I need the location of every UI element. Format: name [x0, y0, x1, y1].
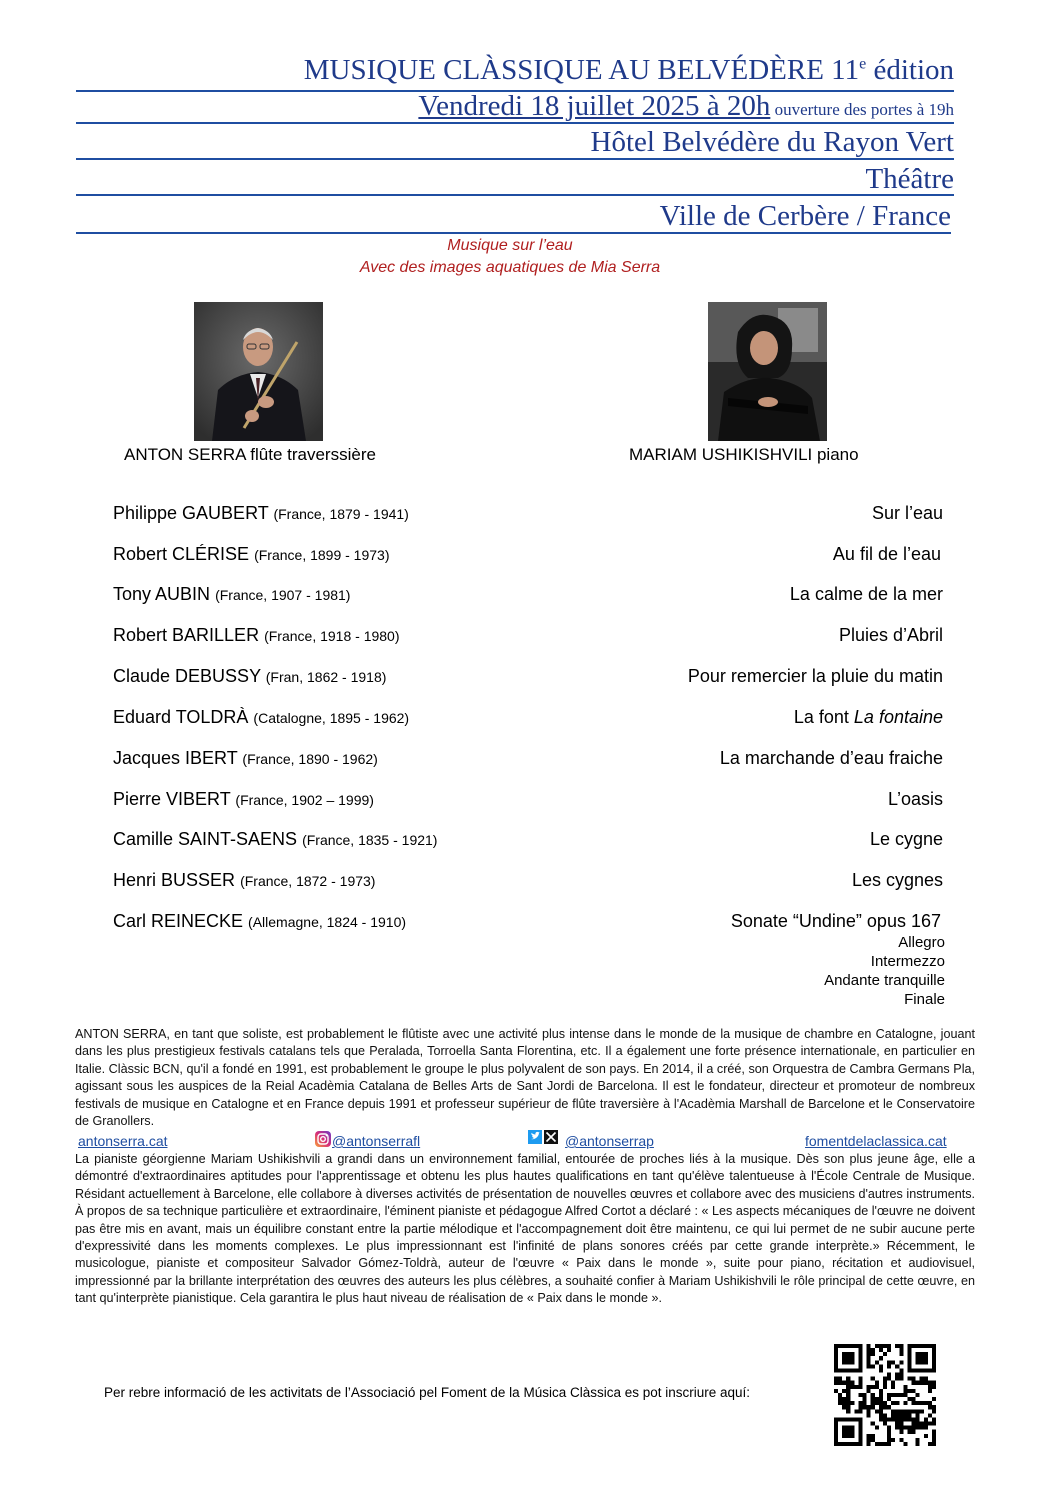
header-venue-text: Hôtel Belvédère du Rayon Vert	[590, 126, 954, 158]
work-title: La font La fontaine	[793, 707, 943, 727]
movement-item: Finale	[904, 991, 945, 1008]
movement-item: Andante tranquille	[824, 972, 945, 989]
work-title: Au fil de l’eau	[832, 544, 941, 564]
work-title: L’oasis	[887, 789, 943, 809]
composer-name: Pierre VIBERT (France, 1902 – 1999)	[113, 789, 374, 809]
work-title: Le cygne	[869, 829, 943, 849]
movement-item: Allegro	[898, 934, 945, 951]
header-date-main: Vendredi 18 juillet 2025 à 20h	[418, 90, 771, 122]
website-link[interactable]: antonserra.cat	[78, 1133, 168, 1149]
composer-name: Carl REINECKE (Allemagne, 1824 - 1910)	[113, 911, 407, 931]
program-row	[113, 666, 943, 690]
work-title: Sonate “Undine” opus 167	[730, 911, 941, 931]
composer-name: Henri BUSSER (France, 1872 - 1973)	[113, 870, 376, 890]
composer-name: Tony AUBIN (France, 1907 - 1981)	[113, 584, 351, 604]
program-row	[113, 789, 943, 813]
bio-anton: ANTON SERRA, en tant que soliste, est probablement le flûtiste avec une activité plus intense dans le monde de la musique de chambre en Catalogne, jouant dans les plus prestigieux festivals catalans tels que Peralada, Torroella Santa Florentina, etc. Il a également une forte présence internationale, en particulier en Italie. Clàssic BCN, qu'il a fondé en 1991, est probablement le groupe le plus polyvalent de son pays. En 2014, il a créé, son Orquestra de Cambra Germans Pla, agissant sous les auspices de la Reial Acadèmia Catalana de Belles Arts de Sant Jordi de Barcelona. Il est le fondateur, directeur et promoteur de nombreux festivals de musique en Catalogne et en France depuis 1991 et professeur supérieur de flûte traversière à l'Acadèmia Marshall de Barcelone et le Conservatoire de Granollers.	[75, 1027, 975, 1129]
program-row	[113, 544, 943, 568]
program-row	[113, 707, 943, 731]
work-title: Pluies d’Abril	[838, 625, 943, 645]
footer-note: Per rebre informació de les activitats de l’Associació pel Foment de la Música Clàssica es pot inscriure aquí:	[104, 1385, 751, 1400]
work-title: Pour remercier la pluie du matin	[687, 666, 943, 686]
work-title: La marchande d’eau fraiche	[719, 748, 943, 768]
composer-name: Philippe GAUBERT (France, 1879 - 1941)	[113, 503, 409, 523]
work-title: Sur l’eau	[871, 503, 943, 523]
header-title-tail: édition	[866, 54, 954, 86]
composer-name: Eduard TOLDRÀ (Catalogne, 1895 - 1962)	[113, 707, 410, 727]
program-row	[113, 584, 943, 608]
header-title	[76, 56, 954, 92]
foment-link[interactable]: fomentdelaclassica.cat	[805, 1133, 947, 1149]
subtitle-line1: Musique sur l’eau	[447, 237, 573, 254]
movement-item: Intermezzo	[870, 953, 945, 970]
program-row	[113, 911, 943, 935]
header-title-sup: e	[859, 55, 867, 73]
subtitle-line2: Avec des images aquatiques de Mia Serra	[359, 259, 661, 276]
header-theatre-text: Théâtre	[865, 163, 954, 195]
composer-name: Robert CLÉRISE (France, 1899 - 1973)	[113, 544, 390, 564]
instagram-link[interactable]: @antonserrafl	[332, 1133, 421, 1149]
composer-name: Jacques IBERT (France, 1890 - 1962)	[113, 748, 378, 768]
twitter-x-icon[interactable]	[528, 1130, 558, 1147]
header-venue	[76, 128, 954, 160]
pianist-portrait-icon	[708, 302, 827, 441]
work-title: La calme de la mer	[789, 584, 943, 604]
header-city-text: Ville de Cerbère / France	[659, 200, 951, 232]
program-row	[113, 625, 943, 649]
social-links	[75, 1133, 975, 1153]
program-row	[113, 503, 943, 527]
bio-mariam: La pianiste géorgienne Mariam Ushikishvili a grandi dans un environnement familial, entourée de proches liés à la musique. Dès son plus jeune âge, elle a démontré d'extraordinaires aptitudes pour l'apprentissage et obtenu les plus hautes qualifications en tant qu'élève talentueuse à l'École Centrale de Musique. Résidant actuellement à Barcelone, elle collabore à diverses activités de présentation de nouvelles œuvres et collabore avec des musiciens d'autres instruments. À propos de sa technique particulière et extraordinaire, l'éminent pianiste et pédagogue Alfred Cortot a déclaré : « Les aspects mécaniques de l'œuvre ne doivent pas être mis en avant, mais un équilibre constant entre la partie mélodique et l'accompagnement doit être maintenu, ce qui lui permet de ne subir aucune perte d'expressivité dans les moments complexes. Le plus impressionnant est l'infinité de plans sonores créés par cette grande interprète.» Récemment, le musicologue, pianiste et compositeur Salvador Gómez-Toldrà, auteur de l'œuvre « Paix dans le monde », suite pour piano, récitation et audiovisuel, impressionné par la brillante interprétation des œuvres des auteurs les plus célèbres, a souhaité confier à Mariam Ushikishvili le rôle principal de cette œuvre, en tant qu'interprète pianistique. Cela garantira le plus haut niveau de réalisation de « Paix dans le monde ».	[75, 1152, 975, 1306]
composer-name: Claude DEBUSSY (Fran, 1862 - 1918)	[113, 666, 387, 686]
header-date	[76, 92, 954, 124]
twitter-link[interactable]: @antonserrap	[565, 1133, 654, 1149]
qr-code-icon[interactable]	[834, 1344, 936, 1446]
header-title-main: MUSIQUE CLÀSSIQUE AU BELVÉDÈRE 11	[303, 54, 860, 86]
composer-name: Camille SAINT-SAENS (France, 1835 - 1921)	[113, 829, 438, 849]
instagram-icon[interactable]	[315, 1131, 331, 1150]
header-city	[76, 202, 951, 234]
header-doors: ouverture des portes à 19h	[770, 100, 954, 119]
program-row	[113, 748, 943, 772]
flutist-portrait-icon	[194, 302, 323, 441]
program-row	[113, 829, 943, 853]
composer-name: Robert BARILLER (France, 1918 - 1980)	[113, 625, 400, 645]
header-theatre	[76, 165, 954, 196]
work-title: Les cygnes	[851, 870, 943, 890]
caption-mariam: MARIAM USHIKISHVILI piano	[629, 445, 859, 464]
program-row	[113, 870, 943, 894]
caption-anton: ANTON SERRA flûte traverssière	[124, 445, 376, 464]
